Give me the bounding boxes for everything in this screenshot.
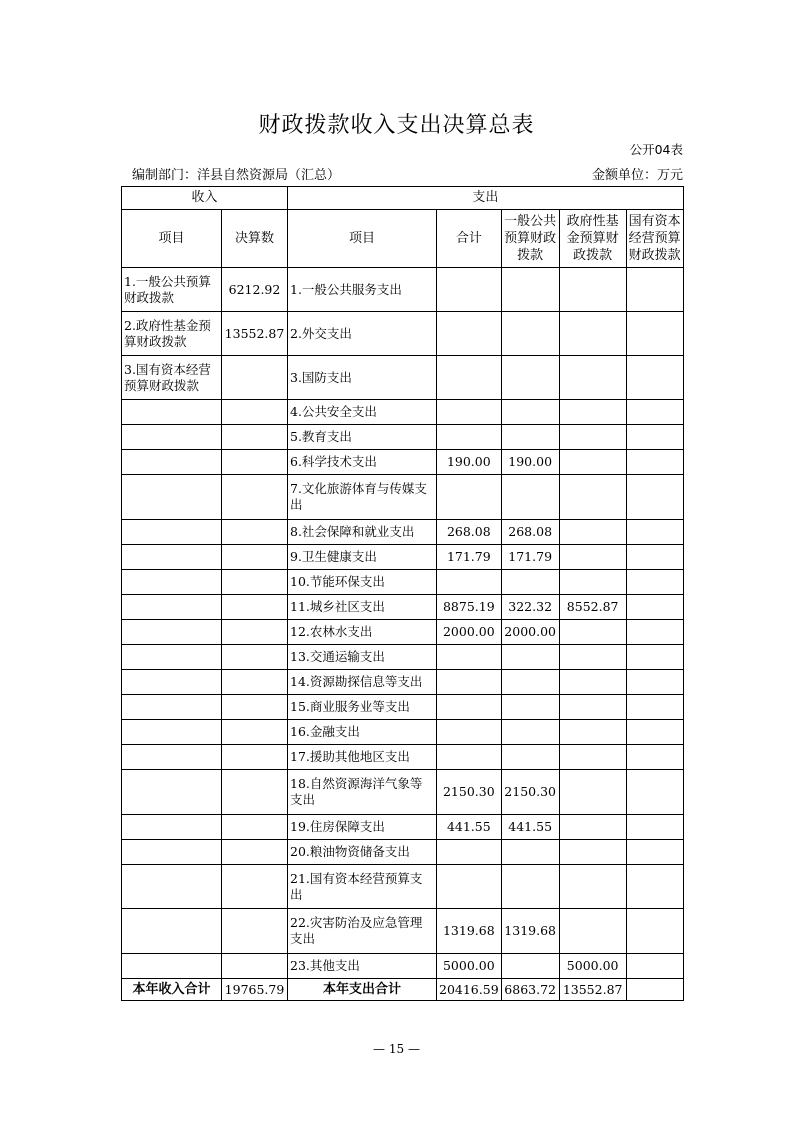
table-row [122, 425, 684, 450]
expense-item-cell: 10.节能环保支出 [288, 570, 437, 595]
expense-item-cell: 12.农林水支出 [288, 620, 437, 645]
state-capital-cell [626, 770, 683, 815]
expense-item-cell: 2.外交支出 [288, 312, 437, 356]
total-cell [437, 865, 502, 909]
fund-budget-cell [559, 840, 626, 865]
fund-budget-header: 政府性基金预算财政拨款 [559, 210, 626, 268]
expense-total-value: 20416.59 [437, 979, 502, 1001]
fund-budget-cell [559, 570, 626, 595]
state-capital-cell [626, 312, 683, 356]
state-capital-cell [626, 570, 683, 595]
state-capital-cell [626, 865, 683, 909]
income-amount-cell [222, 450, 288, 475]
expense-item-cell: 16.金融支出 [288, 720, 437, 745]
general-budget-cell: 322.32 [501, 595, 559, 620]
budget-table [121, 186, 684, 1001]
income-item-cell [122, 570, 222, 595]
total-cell [437, 400, 502, 425]
total-cell: 2000.00 [437, 620, 502, 645]
total-cell: 2150.30 [437, 770, 502, 815]
income-amount-cell [222, 865, 288, 909]
income-amount-cell [222, 356, 288, 400]
income-item-cell [122, 450, 222, 475]
income-total-label: 本年收入合计 [122, 979, 222, 1001]
table-row [122, 312, 684, 356]
expense-item-cell: 18.自然资源海洋气象等支出 [288, 770, 437, 815]
expense-item-cell: 4.公共安全支出 [288, 400, 437, 425]
expense-item-cell: 8.社会保障和就业支出 [288, 520, 437, 545]
fund-budget-cell [559, 312, 626, 356]
table-row [122, 570, 684, 595]
expense-header: 支出 [288, 187, 684, 210]
state-capital-header: 国有资本经营预算财政拨款 [626, 210, 683, 268]
fund-budget-cell: 8552.87 [559, 595, 626, 620]
income-amount-cell [222, 475, 288, 520]
state-capital-cell [626, 450, 683, 475]
table-row [122, 620, 684, 645]
expense-item-cell: 13.交通运输支出 [288, 645, 437, 670]
income-amount-cell [222, 695, 288, 720]
general-budget-cell [501, 840, 559, 865]
total-cell [437, 695, 502, 720]
total-cell [437, 570, 502, 595]
expense-item-cell: 21.国有资本经营预算支出 [288, 865, 437, 909]
table-row [122, 595, 684, 620]
fund-budget-cell [559, 425, 626, 450]
income-item-cell [122, 720, 222, 745]
income-item-cell [122, 520, 222, 545]
expense-item-cell: 7.文化旅游体育与传媒支出 [288, 475, 437, 520]
income-amount-cell [222, 954, 288, 979]
income-item-cell [122, 400, 222, 425]
table-row [122, 545, 684, 570]
income-item-cell: 2.政府性基金预算财政拨款 [122, 312, 222, 356]
expense-item-cell: 9.卫生健康支出 [288, 545, 437, 570]
fund-budget-cell [559, 545, 626, 570]
income-item-cell [122, 595, 222, 620]
fund-budget-cell [559, 695, 626, 720]
general-budget-cell: 171.79 [501, 545, 559, 570]
income-item-cell [122, 745, 222, 770]
total-cell [437, 475, 502, 520]
table-row [122, 720, 684, 745]
income-amount-cell [222, 815, 288, 840]
total-cell: 268.08 [437, 520, 502, 545]
income-amount-cell [222, 400, 288, 425]
income-amount-cell [222, 620, 288, 645]
general-budget-cell [501, 475, 559, 520]
income-amount-cell [222, 745, 288, 770]
state-capital-cell [626, 475, 683, 520]
income-item-cell [122, 620, 222, 645]
income-amount-cell [222, 425, 288, 450]
table-row [122, 840, 684, 865]
income-amount-cell [222, 840, 288, 865]
table-row [122, 520, 684, 545]
general-budget-cell: 1319.68 [501, 909, 559, 954]
total-cell [437, 670, 502, 695]
fund-budget-cell [559, 620, 626, 645]
table-row [122, 695, 684, 720]
income-amount-cell [222, 770, 288, 815]
income-item-cell [122, 425, 222, 450]
income-amount-cell [222, 909, 288, 954]
general-budget-cell: 2000.00 [501, 620, 559, 645]
income-item-cell [122, 695, 222, 720]
state-capital-cell [626, 268, 683, 312]
table-row [122, 770, 684, 815]
fund-total-value: 13552.87 [559, 979, 626, 1001]
department-label: 编制部门：洋县自然资源局（汇总） [132, 168, 341, 183]
total-cell [437, 645, 502, 670]
expense-item-cell: 19.住房保障支出 [288, 815, 437, 840]
capital-total-value [626, 979, 683, 1001]
general-budget-cell [501, 695, 559, 720]
expense-item-header: 项目 [288, 210, 437, 268]
total-cell [437, 356, 502, 400]
table-row [122, 268, 684, 312]
fund-budget-cell [559, 268, 626, 312]
income-item-header: 项目 [122, 210, 222, 268]
general-budget-cell [501, 670, 559, 695]
general-budget-cell [501, 312, 559, 356]
table-row [122, 865, 684, 909]
general-budget-cell: 441.55 [501, 815, 559, 840]
page-title: 财政拨款收入支出决算总表 [258, 113, 535, 138]
fund-budget-cell: 5000.00 [559, 954, 626, 979]
income-amount-cell: 6212.92 [222, 268, 288, 312]
state-capital-cell [626, 695, 683, 720]
general-budget-cell: 2150.30 [501, 770, 559, 815]
state-capital-cell [626, 620, 683, 645]
total-header: 合计 [437, 210, 502, 268]
total-cell: 171.79 [437, 545, 502, 570]
total-cell: 8875.19 [437, 595, 502, 620]
general-budget-cell [501, 400, 559, 425]
table-row [122, 745, 684, 770]
state-capital-cell [626, 840, 683, 865]
unit-label: 金额单位：万元 [591, 168, 683, 183]
expense-total-label: 本年支出合计 [288, 979, 437, 1001]
income-item-cell [122, 545, 222, 570]
income-item-cell [122, 840, 222, 865]
state-capital-cell [626, 670, 683, 695]
total-cell: 190.00 [437, 450, 502, 475]
income-item-cell [122, 645, 222, 670]
table-row [122, 670, 684, 695]
expense-item-cell: 23.其他支出 [288, 954, 437, 979]
state-capital-cell [626, 545, 683, 570]
general-budget-cell [501, 745, 559, 770]
expense-item-cell: 3.国防支出 [288, 356, 437, 400]
table-row [122, 475, 684, 520]
state-capital-cell [626, 954, 683, 979]
general-budget-cell [501, 570, 559, 595]
income-item-cell [122, 815, 222, 840]
fund-budget-cell [559, 356, 626, 400]
total-cell [437, 312, 502, 356]
income-amount-cell [222, 570, 288, 595]
expense-item-cell: 15.商业服务业等支出 [288, 695, 437, 720]
state-capital-cell [626, 745, 683, 770]
fund-budget-cell [559, 745, 626, 770]
table-row [122, 645, 684, 670]
general-budget-header: 一般公共预算财政拨款 [501, 210, 559, 268]
expense-item-cell: 6.科学技术支出 [288, 450, 437, 475]
table-body [122, 268, 684, 979]
general-budget-cell [501, 720, 559, 745]
income-amount-cell [222, 670, 288, 695]
income-item-cell [122, 865, 222, 909]
table-code: 公开04表 [629, 142, 683, 157]
general-budget-cell: 268.08 [501, 520, 559, 545]
state-capital-cell [626, 720, 683, 745]
state-capital-cell [626, 400, 683, 425]
expense-item-cell: 22.灾害防治及应急管理支出 [288, 909, 437, 954]
income-total-value: 19765.79 [222, 979, 288, 1001]
total-cell: 5000.00 [437, 954, 502, 979]
income-item-cell: 1.一般公共预算财政拨款 [122, 268, 222, 312]
general-budget-cell [501, 356, 559, 400]
income-amount-cell [222, 595, 288, 620]
total-cell: 1319.68 [437, 909, 502, 954]
total-cell [437, 745, 502, 770]
state-capital-cell [626, 815, 683, 840]
page-number: — 15 — [373, 1042, 420, 1056]
state-capital-cell [626, 595, 683, 620]
fund-budget-cell [559, 475, 626, 520]
state-capital-cell [626, 520, 683, 545]
income-header: 收入 [122, 187, 288, 210]
table-row [122, 450, 684, 475]
income-amount-cell [222, 645, 288, 670]
income-item-cell [122, 670, 222, 695]
income-item-cell [122, 909, 222, 954]
general-total-value: 6863.72 [501, 979, 559, 1001]
income-amount-cell [222, 720, 288, 745]
state-capital-cell [626, 909, 683, 954]
state-capital-cell [626, 645, 683, 670]
total-cell: 441.55 [437, 815, 502, 840]
fund-budget-cell [559, 770, 626, 815]
expense-item-cell: 5.教育支出 [288, 425, 437, 450]
expense-item-cell: 17.援助其他地区支出 [288, 745, 437, 770]
fund-budget-cell [559, 815, 626, 840]
fund-budget-cell [559, 670, 626, 695]
fund-budget-cell [559, 400, 626, 425]
general-budget-cell [501, 425, 559, 450]
general-budget-cell [501, 954, 559, 979]
final-amount-header: 决算数 [222, 210, 288, 268]
fund-budget-cell [559, 909, 626, 954]
general-budget-cell [501, 645, 559, 670]
income-amount-cell [222, 520, 288, 545]
table-row [122, 815, 684, 840]
total-cell [437, 268, 502, 312]
total-cell [437, 425, 502, 450]
income-item-cell [122, 770, 222, 815]
expense-item-cell: 20.粮油物资储备支出 [288, 840, 437, 865]
fund-budget-cell [559, 520, 626, 545]
income-amount-cell: 13552.87 [222, 312, 288, 356]
general-budget-cell: 190.00 [501, 450, 559, 475]
general-budget-cell [501, 268, 559, 312]
general-budget-cell [501, 865, 559, 909]
state-capital-cell [626, 425, 683, 450]
total-cell [437, 840, 502, 865]
income-item-cell [122, 954, 222, 979]
fund-budget-cell [559, 450, 626, 475]
expense-item-cell: 14.资源勘探信息等支出 [288, 670, 437, 695]
total-cell [437, 720, 502, 745]
income-item-cell [122, 475, 222, 520]
table-row [122, 954, 684, 979]
table-row [122, 400, 684, 425]
table-row [122, 356, 684, 400]
state-capital-cell [626, 356, 683, 400]
fund-budget-cell [559, 720, 626, 745]
income-amount-cell [222, 545, 288, 570]
income-item-cell: 3.国有资本经营预算财政拨款 [122, 356, 222, 400]
table-row [122, 909, 684, 954]
fund-budget-cell [559, 645, 626, 670]
fund-budget-cell [559, 865, 626, 909]
expense-item-cell: 11.城乡社区支出 [288, 595, 437, 620]
expense-item-cell: 1.一般公共服务支出 [288, 268, 437, 312]
